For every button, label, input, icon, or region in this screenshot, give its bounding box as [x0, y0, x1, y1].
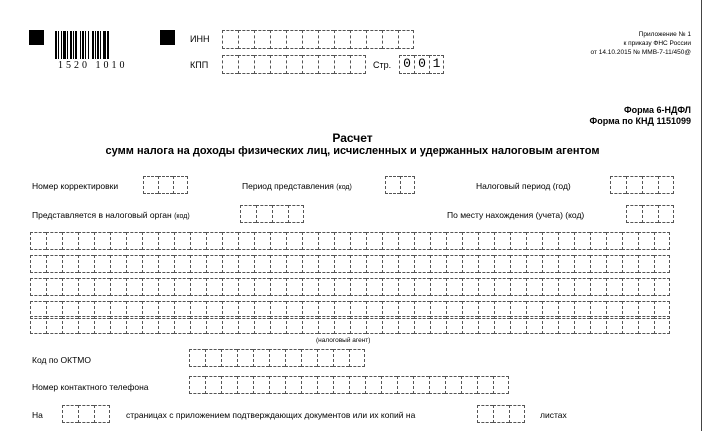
- input-cell[interactable]: [638, 255, 654, 273]
- input-cell[interactable]: [318, 255, 334, 273]
- input-cell[interactable]: [478, 255, 494, 273]
- input-cell[interactable]: [590, 232, 606, 250]
- input-cell[interactable]: [350, 316, 366, 334]
- input-cell[interactable]: [398, 232, 414, 250]
- input-cell[interactable]: [302, 232, 318, 250]
- input-cell[interactable]: [221, 349, 237, 367]
- input-cell[interactable]: [126, 278, 142, 296]
- input-cell[interactable]: [414, 232, 430, 250]
- input-cell[interactable]: [398, 278, 414, 296]
- barcode-bar: [107, 31, 109, 59]
- barcode-bar: [80, 31, 81, 59]
- input-cell[interactable]: [526, 255, 542, 273]
- input-cell[interactable]: [638, 232, 654, 250]
- input-cell[interactable]: [382, 232, 398, 250]
- input-cell[interactable]: [158, 232, 174, 250]
- input-cell[interactable]: [542, 278, 558, 296]
- input-cell[interactable]: [269, 376, 285, 394]
- agent-row-5[interactable]: [30, 316, 670, 334]
- input-cell[interactable]: [574, 316, 590, 334]
- inn-cells[interactable]: [222, 30, 414, 49]
- barcode-number: 1520 1010: [58, 60, 128, 71]
- appendix-line-3: от 14.10.2015 № ММВ-7-11/450@: [590, 49, 691, 56]
- tax-authority-label: Представляется в налоговый орган (код): [32, 210, 190, 220]
- input-cell[interactable]: [446, 232, 462, 250]
- input-cell[interactable]: [142, 278, 158, 296]
- input-cell[interactable]: [46, 278, 62, 296]
- input-cell[interactable]: [430, 232, 446, 250]
- form-knd: Форма по КНД 1151099: [589, 116, 691, 126]
- agent-caption: (налоговый агент): [316, 337, 371, 344]
- input-cell[interactable]: [286, 30, 302, 49]
- input-cell[interactable]: [462, 232, 478, 250]
- input-cell[interactable]: [382, 255, 398, 273]
- correction-cells[interactable]: [143, 176, 188, 194]
- input-cell[interactable]: [30, 232, 46, 250]
- input-cell[interactable]: [366, 278, 382, 296]
- input-cell[interactable]: [302, 316, 318, 334]
- input-cell[interactable]: [382, 278, 398, 296]
- input-cell[interactable]: [253, 376, 269, 394]
- input-cell[interactable]: [494, 255, 510, 273]
- input-cell[interactable]: [222, 55, 238, 74]
- input-cell[interactable]: [286, 55, 302, 74]
- input-cell[interactable]: [254, 316, 270, 334]
- pages-cells[interactable]: [62, 405, 110, 423]
- tax-period-label: Налоговый период (год): [476, 181, 571, 191]
- input-cell[interactable]: [46, 316, 62, 334]
- input-cell[interactable]: [590, 278, 606, 296]
- input-cell[interactable]: [318, 278, 334, 296]
- barcode-bar: [85, 31, 86, 59]
- input-cell[interactable]: [317, 349, 333, 367]
- input-cell[interactable]: [542, 232, 558, 250]
- input-cell[interactable]: [256, 205, 272, 223]
- barcode-bar: [88, 31, 89, 59]
- input-cell[interactable]: [590, 316, 606, 334]
- input-cell[interactable]: [366, 30, 382, 49]
- input-cell[interactable]: [143, 176, 158, 194]
- input-cell[interactable]: [270, 278, 286, 296]
- input-cell[interactable]: [254, 30, 270, 49]
- input-cell[interactable]: [654, 316, 670, 334]
- input-cell[interactable]: [349, 349, 365, 367]
- input-cell[interactable]: [365, 376, 381, 394]
- agent-row-2[interactable]: [30, 255, 670, 273]
- input-cell[interactable]: [430, 255, 446, 273]
- corner-marker-center: [160, 30, 175, 45]
- input-cell[interactable]: [622, 232, 638, 250]
- input-cell[interactable]: [414, 255, 430, 273]
- barcode-bar: [75, 31, 77, 59]
- tax-period-cells[interactable]: [610, 176, 674, 194]
- input-cell[interactable]: [334, 255, 350, 273]
- input-cell[interactable]: [62, 255, 78, 273]
- input-cell[interactable]: [558, 232, 574, 250]
- input-cell[interactable]: [126, 232, 142, 250]
- input-cell[interactable]: [302, 278, 318, 296]
- input-cell[interactable]: [622, 278, 638, 296]
- input-cell[interactable]: [158, 278, 174, 296]
- input-cell[interactable]: [642, 176, 658, 194]
- input-cell[interactable]: [62, 405, 78, 423]
- input-cell[interactable]: [62, 316, 78, 334]
- input-cell[interactable]: [46, 232, 62, 250]
- input-cell[interactable]: [254, 278, 270, 296]
- input-cell[interactable]: [30, 316, 46, 334]
- barcode-bar: [55, 31, 57, 59]
- input-cell[interactable]: [238, 255, 254, 273]
- input-cell[interactable]: [269, 349, 285, 367]
- input-cell[interactable]: [638, 278, 654, 296]
- input-cell[interactable]: [206, 255, 222, 273]
- input-cell[interactable]: [558, 316, 574, 334]
- input-cell[interactable]: [237, 376, 253, 394]
- corner-marker-left: [29, 30, 44, 45]
- input-cell[interactable]: [429, 376, 445, 394]
- input-cell[interactable]: [46, 255, 62, 273]
- pages-middle: страницах с приложением подтверждающих документов или их копий на: [126, 410, 416, 420]
- input-cell[interactable]: [526, 316, 542, 334]
- input-cell[interactable]: [526, 278, 542, 296]
- barcode-bar: [58, 31, 59, 59]
- input-cell[interactable]: [78, 316, 94, 334]
- input-cell[interactable]: [254, 55, 270, 74]
- input-cell[interactable]: [190, 255, 206, 273]
- input-cell[interactable]: [190, 278, 206, 296]
- input-cell[interactable]: [622, 316, 638, 334]
- kpp-label: КПП: [190, 60, 209, 70]
- barcode-bar: [73, 31, 74, 59]
- input-cell[interactable]: [286, 278, 302, 296]
- input-cell[interactable]: [62, 232, 78, 250]
- input-cell[interactable]: [658, 205, 674, 223]
- input-cell[interactable]: [350, 232, 366, 250]
- input-cell[interactable]: [333, 376, 349, 394]
- input-cell[interactable]: [110, 255, 126, 273]
- input-cell[interactable]: [494, 316, 510, 334]
- appendix-line-2: к приказу ФНС России: [623, 40, 691, 47]
- input-cell[interactable]: [400, 176, 415, 194]
- input-cell[interactable]: [126, 255, 142, 273]
- barcode-bar: [67, 31, 68, 59]
- input-cell[interactable]: [238, 55, 254, 74]
- input-cell[interactable]: [494, 232, 510, 250]
- barcode-bar: [100, 31, 101, 59]
- input-cell[interactable]: [206, 232, 222, 250]
- input-cell[interactable]: [126, 316, 142, 334]
- input-cell[interactable]: [222, 278, 238, 296]
- pages-prefix: На: [32, 410, 43, 420]
- input-cell[interactable]: [110, 232, 126, 250]
- input-cell[interactable]: [286, 232, 302, 250]
- input-cell[interactable]: [206, 316, 222, 334]
- input-cell[interactable]: [414, 278, 430, 296]
- input-cell[interactable]: [606, 316, 622, 334]
- input-cell[interactable]: [510, 278, 526, 296]
- input-cell[interactable]: [446, 255, 462, 273]
- input-cell[interactable]: [590, 255, 606, 273]
- input-cell[interactable]: [398, 30, 414, 49]
- input-cell[interactable]: [62, 278, 78, 296]
- location-label: По месту нахождения (учета) (код): [447, 210, 585, 220]
- input-cell[interactable]: [606, 278, 622, 296]
- input-cell[interactable]: [285, 349, 301, 367]
- input-cell[interactable]: [158, 316, 174, 334]
- input-cell[interactable]: [398, 255, 414, 273]
- input-cell[interactable]: [477, 376, 493, 394]
- agent-row-3[interactable]: [30, 278, 670, 296]
- input-cell[interactable]: [334, 30, 350, 49]
- input-cell[interactable]: [334, 316, 350, 334]
- input-cell[interactable]: [494, 278, 510, 296]
- input-cell[interactable]: [430, 316, 446, 334]
- input-cell[interactable]: [478, 232, 494, 250]
- input-cell[interactable]: [78, 255, 94, 273]
- input-cell[interactable]: [654, 232, 670, 250]
- input-cell[interactable]: [558, 255, 574, 273]
- input-cell[interactable]: [510, 255, 526, 273]
- input-cell[interactable]: [542, 316, 558, 334]
- input-cell[interactable]: [301, 349, 317, 367]
- input-cell[interactable]: [318, 316, 334, 334]
- input-cell[interactable]: [622, 255, 638, 273]
- input-cell[interactable]: [397, 376, 413, 394]
- phone-cells[interactable]: [189, 376, 509, 394]
- barcode-bar: [95, 31, 96, 59]
- input-cell[interactable]: [462, 316, 478, 334]
- phone-label: Номер контактного телефона: [32, 382, 149, 392]
- input-cell[interactable]: [142, 255, 158, 273]
- input-cell[interactable]: [558, 278, 574, 296]
- input-cell[interactable]: [222, 255, 238, 273]
- input-cell[interactable]: [94, 255, 110, 273]
- input-cell[interactable]: [302, 255, 318, 273]
- barcode-bar: [103, 31, 106, 59]
- input-cell[interactable]: [430, 278, 446, 296]
- input-cell[interactable]: [626, 176, 642, 194]
- oktmo-cells[interactable]: [189, 349, 365, 367]
- input-cell[interactable]: [510, 232, 526, 250]
- input-cell[interactable]: [334, 55, 350, 74]
- input-cell[interactable]: [272, 205, 288, 223]
- input-cell[interactable]: [302, 55, 318, 74]
- input-cell[interactable]: [574, 278, 590, 296]
- input-cell[interactable]: [158, 255, 174, 273]
- input-cell[interactable]: [238, 232, 254, 250]
- input-cell[interactable]: [385, 176, 400, 194]
- barcode-bar: [61, 31, 62, 59]
- location-cells[interactable]: [626, 205, 674, 223]
- input-cell[interactable]: [413, 376, 429, 394]
- input-cell[interactable]: [110, 316, 126, 334]
- input-cell[interactable]: [189, 349, 205, 367]
- input-cell[interactable]: [270, 316, 286, 334]
- input-cell[interactable]: [94, 405, 110, 423]
- input-cell[interactable]: [254, 232, 270, 250]
- input-cell[interactable]: [334, 278, 350, 296]
- input-cell[interactable]: [510, 316, 526, 334]
- input-cell[interactable]: [238, 316, 254, 334]
- input-cell[interactable]: [302, 30, 318, 49]
- input-cell[interactable]: [286, 255, 302, 273]
- input-cell[interactable]: 0: [399, 55, 414, 74]
- input-cell[interactable]: [301, 376, 317, 394]
- input-cell[interactable]: [398, 316, 414, 334]
- input-cell[interactable]: 0: [414, 55, 429, 74]
- input-cell[interactable]: [334, 232, 350, 250]
- input-cell[interactable]: [333, 349, 349, 367]
- input-cell[interactable]: [288, 205, 304, 223]
- correction-label: Номер корректировки: [32, 181, 119, 191]
- input-cell[interactable]: [414, 316, 430, 334]
- barcode-bar: [82, 31, 84, 59]
- input-cell[interactable]: [190, 316, 206, 334]
- input-cell[interactable]: [658, 176, 674, 194]
- input-cell[interactable]: [542, 255, 558, 273]
- sheets-cells[interactable]: [477, 405, 525, 423]
- barcode-bar: [63, 31, 66, 59]
- input-cell[interactable]: [350, 255, 366, 273]
- input-cell[interactable]: [626, 205, 642, 223]
- input-cell[interactable]: [461, 376, 477, 394]
- input-cell[interactable]: [205, 376, 221, 394]
- agent-row-1[interactable]: [30, 232, 670, 250]
- input-cell[interactable]: [462, 255, 478, 273]
- input-cell[interactable]: [190, 232, 206, 250]
- input-cell[interactable]: [254, 255, 270, 273]
- appendix-line-1: Приложение № 1: [638, 31, 691, 38]
- input-cell[interactable]: [574, 255, 590, 273]
- input-cell[interactable]: [173, 176, 188, 194]
- input-cell[interactable]: [253, 349, 269, 367]
- inn-label: ИНН: [190, 34, 210, 44]
- input-cell[interactable]: [142, 316, 158, 334]
- barcode-bar: [92, 31, 94, 59]
- input-cell[interactable]: [237, 349, 253, 367]
- input-cell[interactable]: [94, 278, 110, 296]
- page-edge: [701, 0, 702, 431]
- input-cell[interactable]: [350, 278, 366, 296]
- input-cell[interactable]: [174, 255, 190, 273]
- input-cell[interactable]: [382, 316, 398, 334]
- input-cell[interactable]: [574, 232, 590, 250]
- input-cell[interactable]: [446, 316, 462, 334]
- input-cell[interactable]: [222, 30, 238, 49]
- input-cell[interactable]: [270, 255, 286, 273]
- input-cell[interactable]: [94, 316, 110, 334]
- input-cell[interactable]: [366, 255, 382, 273]
- page-label: Стр.: [373, 60, 392, 70]
- input-cell[interactable]: [477, 405, 493, 423]
- input-cell[interactable]: [78, 232, 94, 250]
- input-cell[interactable]: [78, 405, 94, 423]
- input-cell[interactable]: [110, 278, 126, 296]
- kpp-cells[interactable]: [222, 55, 366, 74]
- form-title: Расчет: [332, 131, 373, 145]
- input-cell[interactable]: [285, 376, 301, 394]
- input-cell[interactable]: [446, 278, 462, 296]
- input-cell[interactable]: [654, 255, 670, 273]
- input-cell[interactable]: [221, 376, 237, 394]
- period-cells[interactable]: [385, 176, 415, 194]
- oktmo-label: Код по ОКТМО: [32, 355, 91, 365]
- input-cell[interactable]: [642, 205, 658, 223]
- barcode-bar: [70, 31, 72, 59]
- input-cell[interactable]: [381, 376, 397, 394]
- input-cell[interactable]: [174, 278, 190, 296]
- input-cell[interactable]: [206, 278, 222, 296]
- input-cell[interactable]: [610, 176, 626, 194]
- input-cell[interactable]: [30, 255, 46, 273]
- input-cell[interactable]: [350, 30, 366, 49]
- input-cell[interactable]: [638, 316, 654, 334]
- input-cell[interactable]: [350, 55, 366, 74]
- tax-authority-cells[interactable]: [240, 205, 304, 223]
- pages-suffix: листах: [540, 410, 567, 420]
- input-cell[interactable]: [493, 405, 509, 423]
- input-cell[interactable]: [478, 278, 494, 296]
- input-cell[interactable]: [238, 30, 254, 49]
- input-cell[interactable]: [493, 376, 509, 394]
- input-cell[interactable]: [606, 255, 622, 273]
- input-cell[interactable]: [526, 232, 542, 250]
- input-cell[interactable]: [286, 316, 302, 334]
- input-cell[interactable]: [317, 376, 333, 394]
- input-cell[interactable]: [174, 316, 190, 334]
- barcode: [55, 31, 145, 59]
- input-cell[interactable]: [270, 30, 286, 49]
- input-cell[interactable]: [240, 205, 256, 223]
- page-cells[interactable]: [399, 55, 444, 74]
- input-cell[interactable]: [158, 176, 173, 194]
- input-cell[interactable]: [270, 232, 286, 250]
- input-cell[interactable]: [654, 278, 670, 296]
- input-cell[interactable]: [318, 55, 334, 74]
- input-cell[interactable]: [238, 278, 254, 296]
- form-name: Форма 6-НДФЛ: [623, 105, 691, 115]
- input-cell[interactable]: [189, 376, 205, 394]
- input-cell[interactable]: [366, 232, 382, 250]
- input-cell[interactable]: [445, 376, 461, 394]
- input-cell[interactable]: 1: [429, 55, 444, 74]
- input-cell[interactable]: [222, 316, 238, 334]
- input-cell[interactable]: [318, 232, 334, 250]
- input-cell[interactable]: [382, 30, 398, 49]
- form-subtitle: сумм налога на доходы физических лиц, исчисленных и удержанных налоговым агентом: [105, 145, 600, 157]
- input-cell[interactable]: [222, 232, 238, 250]
- input-cell[interactable]: [462, 278, 478, 296]
- input-cell[interactable]: [366, 316, 382, 334]
- barcode-bar: [97, 31, 99, 59]
- input-cell[interactable]: [509, 405, 525, 423]
- input-cell[interactable]: [349, 376, 365, 394]
- input-cell[interactable]: [174, 232, 190, 250]
- input-cell[interactable]: [205, 349, 221, 367]
- period-label: Период представления (код): [242, 181, 352, 191]
- input-cell[interactable]: [606, 232, 622, 250]
- input-cell[interactable]: [94, 232, 110, 250]
- input-cell[interactable]: [78, 278, 94, 296]
- input-cell[interactable]: [142, 232, 158, 250]
- input-cell[interactable]: [30, 278, 46, 296]
- input-cell[interactable]: [478, 316, 494, 334]
- input-cell[interactable]: [270, 55, 286, 74]
- input-cell[interactable]: [318, 30, 334, 49]
